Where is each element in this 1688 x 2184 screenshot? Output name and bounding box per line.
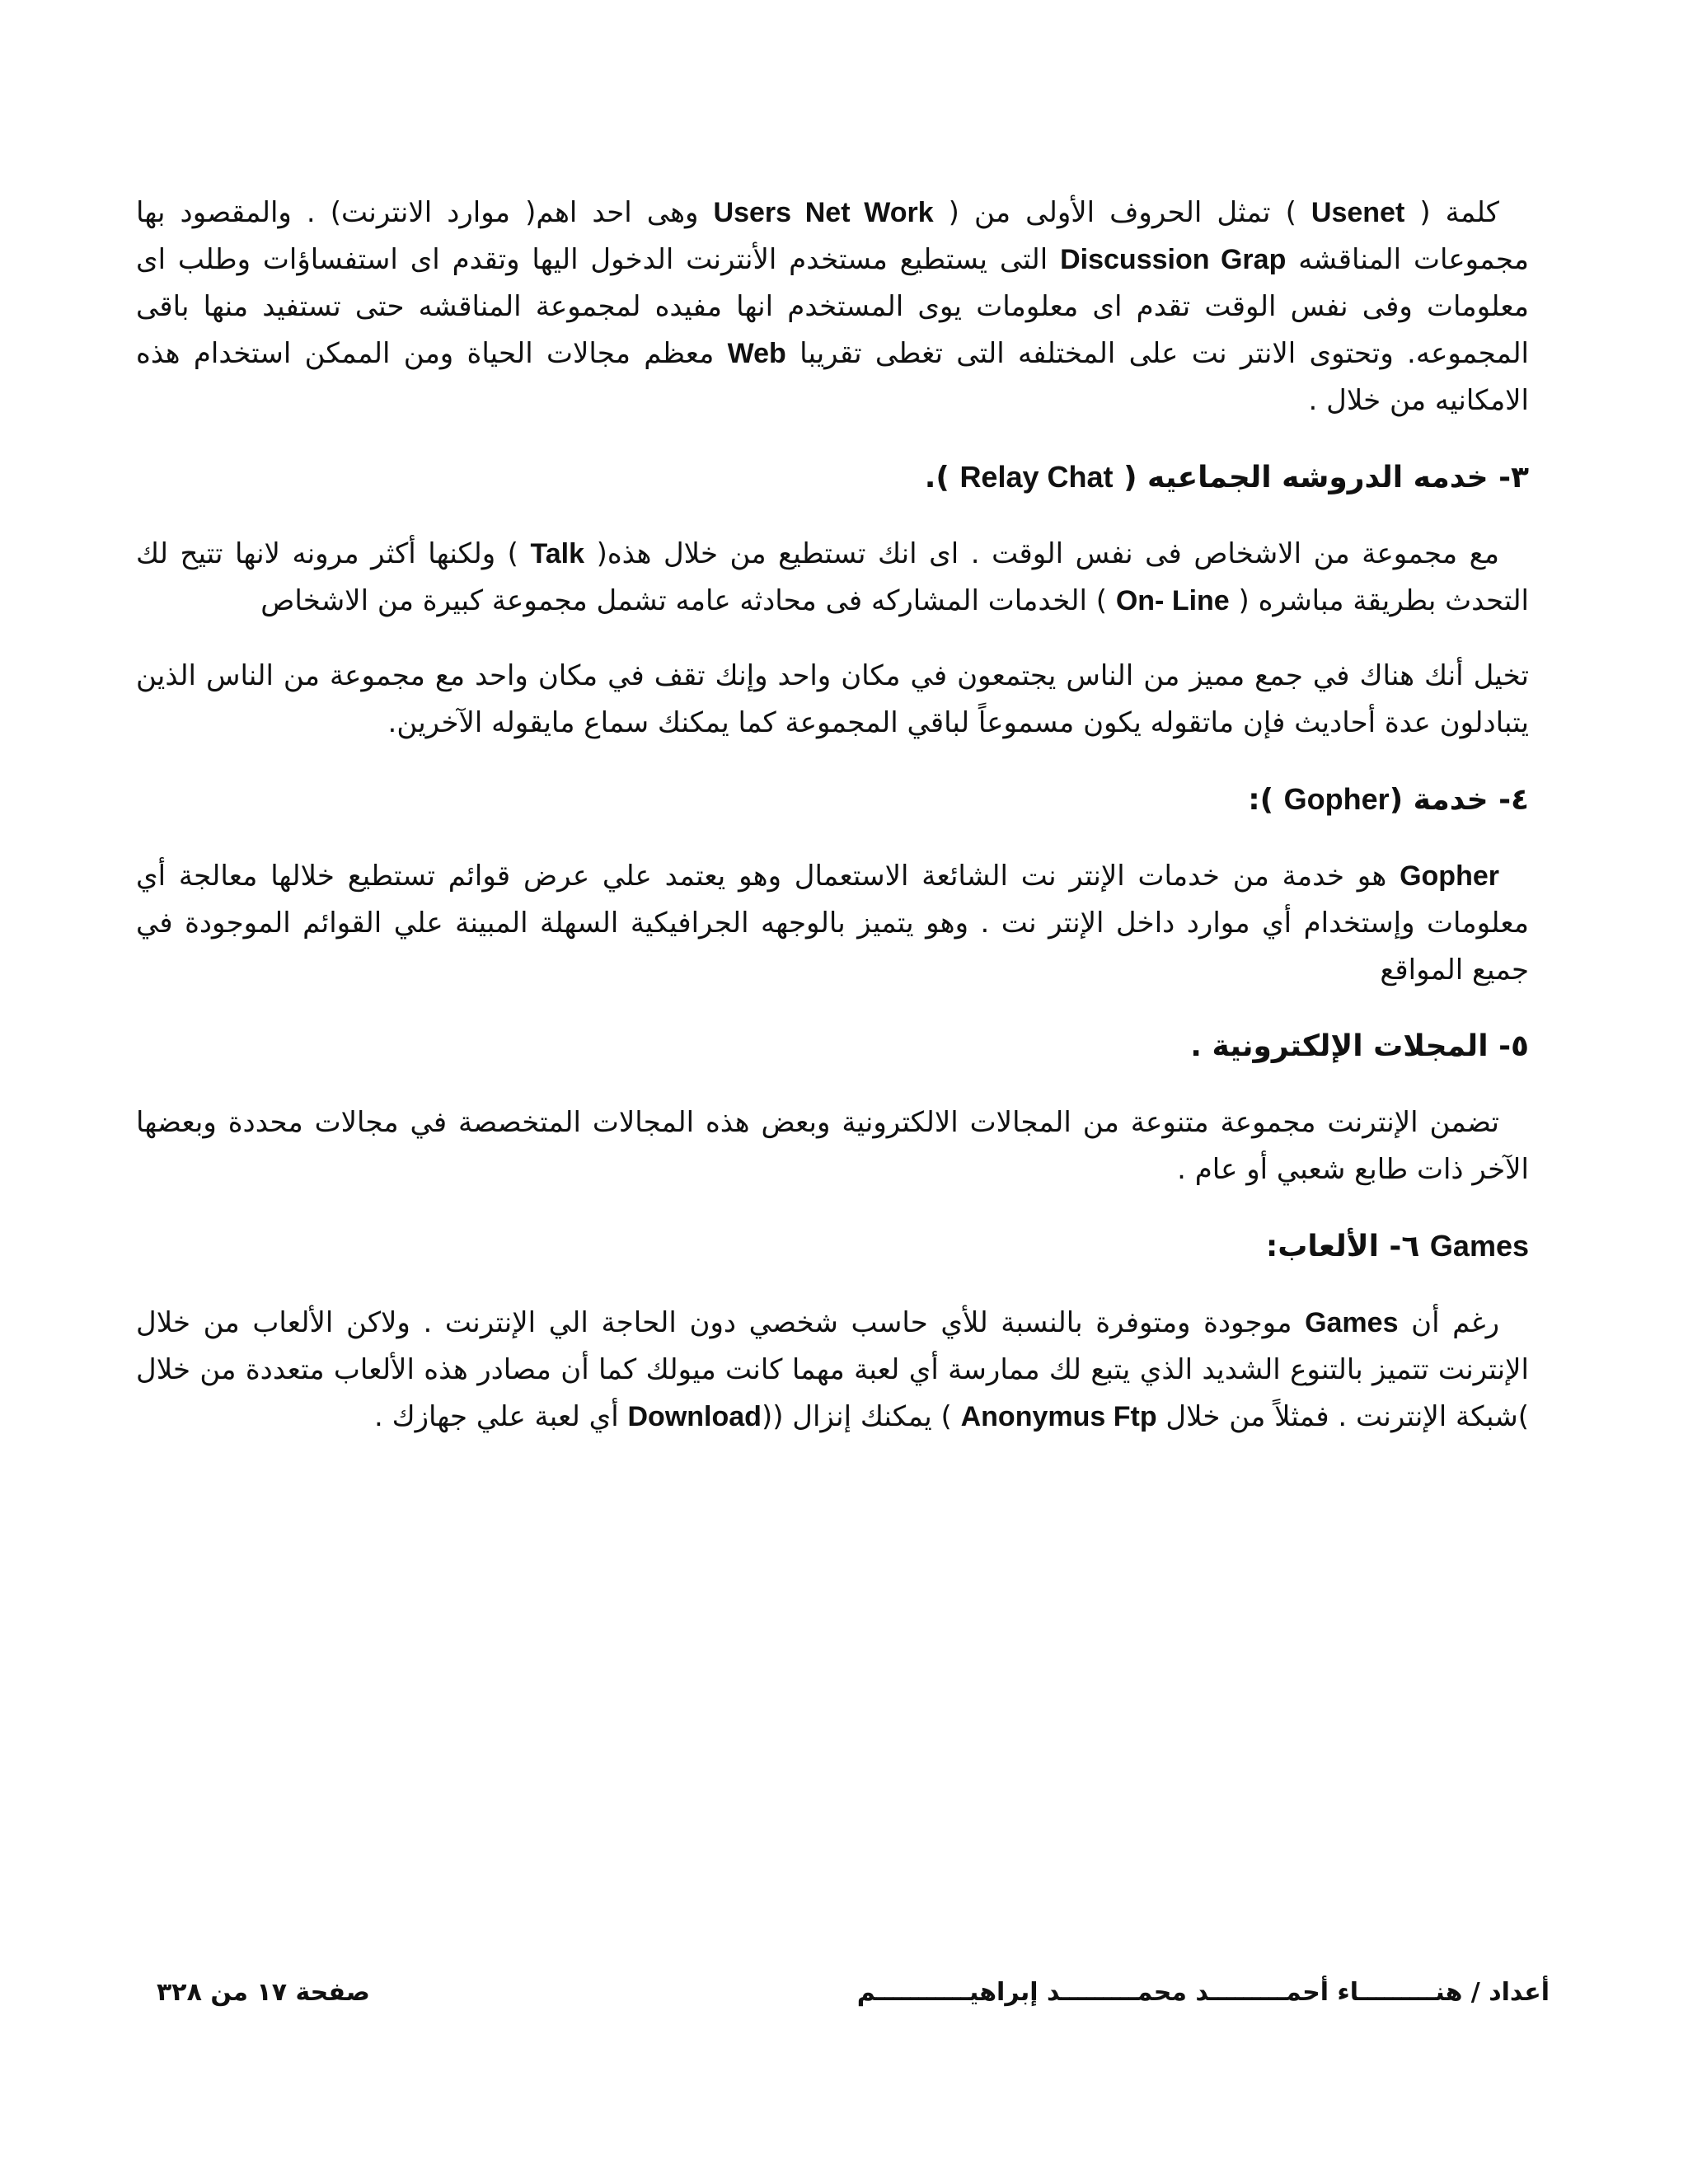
term-usenet: Usenet	[1311, 197, 1405, 228]
text-run: تضمن الإنترنت مجموعة متنوعة من المجالات الالكترونية وبعض هذه المجالات المتخصصة في مجالات محددة وبعضها الآخر ذات طابع شعبي أو عام .	[136, 1106, 1529, 1186]
paragraph-gopher	[136, 853, 1529, 994]
page-footer	[132, 1978, 1550, 2027]
text-run: ) ولكنها أكثر مرونه لانها تتيح لك التحدث بطريقة مباشره (	[136, 537, 1529, 617]
document-body	[136, 190, 1529, 1469]
text-run: هو خدمة من خدمات الإنتر نت الشائعة الاستعمال وهو يعتمد علي عرض قوائم تستطيع خلالها معالجة أي معلومات وإستخدام أي موارد داخل الإنتر نت . وهو يتميز بالوجهه الجرافيكية السهلة المبينة علي القوائم الموجودة في جميع المواقع	[136, 860, 1529, 987]
text-run: ) يمكنك إنزال ((	[761, 1400, 952, 1433]
heading-relay-chat	[136, 452, 1529, 503]
text-run: تخيل أنك هناك في جمع مميز من الناس يجتمعون في مكان واحد وإنك تقف في مكان واحد مع مجموعة من الناس الذين يتبادلون عدة أحاديث فإن ماتقوله يكون مسموعاً لباقي المجموعة كما يمكنك سماع مايقوله الآخرين.	[136, 659, 1529, 739]
text-run: ) الخدمات المشاركه فى محادثه عامه تشمل مجموعة كبيرة من الاشخاص	[260, 584, 1108, 617]
term-on-line: On- Line	[1115, 585, 1230, 616]
text-run: التى يستطيع مستخدم الأنترنت الدخول اليها وتقدم اى استفساؤات وطلب اى معلومات وفى نفس الوقت تقدم اى معلومات يوى المستخدم انها مفيده لمجموعة المناقشه حتى تستفيد منها باقى المجموعه. وتحتوى الانتر نت على المختلفه التى تغطى تقريبا	[136, 243, 1529, 370]
heading-text: ٤- خدمة (	[1389, 783, 1529, 817]
paragraph-usenet	[136, 190, 1529, 424]
text-run: رغم أن	[1411, 1306, 1499, 1339]
paragraph-imagine	[136, 653, 1529, 747]
text-run: مع مجموعة من الاشخاص فى نفس الوقت . اى انك تستطيع من خلال هذه(	[596, 537, 1499, 570]
term-games: Games	[1429, 1229, 1529, 1263]
text-run: كلمة (	[1419, 196, 1499, 229]
heading-text: ).	[924, 461, 950, 494]
paragraph-games	[136, 1300, 1529, 1441]
text-run: ) تمثل الحروف الأولى من (	[948, 196, 1296, 229]
paragraph-relay-chat	[136, 531, 1529, 625]
term-discussion-grap: Discussion Grap	[1060, 244, 1287, 275]
term-web: Web	[727, 338, 786, 369]
heading-text: ٣- خدمه الدروشه الجماعيه (	[1123, 461, 1529, 494]
term-relay-chat: Relay Chat	[959, 460, 1114, 494]
text-run: أي لعبة علي جهازك .	[373, 1400, 619, 1433]
heading-text: ٦- الألعاب:	[1265, 1230, 1420, 1263]
text-run: موجودة ومتوفرة بالنسبة للأي حاسب شخصي دون الحاجة الي الإنترنت . ولاكن الألعاب من خلال الإنترنت تتميز بالتنوع الشديد الذي يتبع لك ممارسة أي لعبة مهما كانت ميولك كما أن مصادر هذه الألعاب متعددة من خلال )شبكة الإنترنت . فمثلاً من خلال	[136, 1306, 1529, 1433]
heading-gopher	[136, 775, 1529, 825]
term-games: Games	[1305, 1307, 1399, 1338]
term-download: Download	[627, 1401, 762, 1432]
term-gopher: Gopher	[1283, 782, 1390, 816]
term-gopher: Gopher	[1400, 860, 1499, 892]
heading-text: ٥- المجلات الإلكترونية .	[1190, 1029, 1529, 1063]
text-run: وهى احد اهم( موارد الانترنت) . والمقصود بها مجموعات المناقشه	[136, 196, 1529, 276]
term-talk: Talk	[530, 538, 585, 569]
text-run: معظم مجالات الحياة ومن الممكن استخدام هذه الامكانيه من خلال .	[136, 337, 1529, 417]
heading-text: ):	[1248, 783, 1274, 817]
heading-e-magazines	[136, 1022, 1529, 1071]
heading-games	[136, 1221, 1529, 1272]
paragraph-e-magazines	[136, 1099, 1529, 1193]
term-users-net-work: Users Net Work	[713, 197, 934, 228]
footer-page-number: صفحة ١٧ من ٣٢٨	[157, 1978, 370, 2007]
term-anonymus-ftp: Anonymus Ftp	[960, 1401, 1157, 1432]
footer-author: أعداد / هنـــــــــاء أحمـــــــــد محمـــــــــد إبراهيـــــــــــم	[856, 1978, 1550, 2007]
